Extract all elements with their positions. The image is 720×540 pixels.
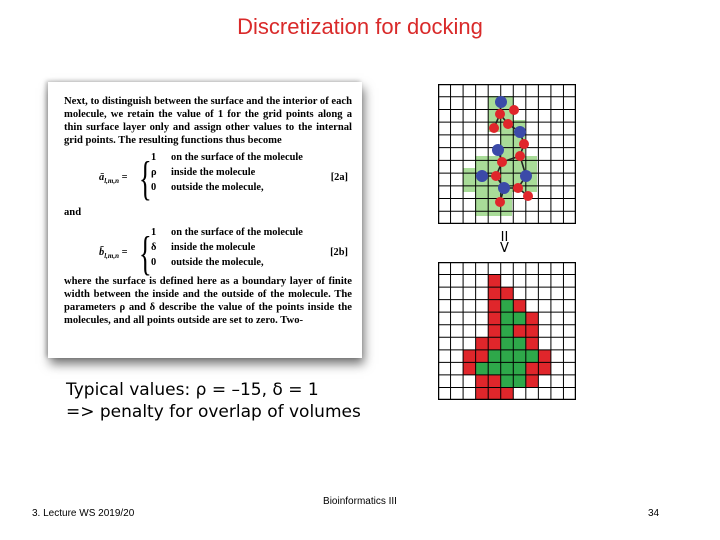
surface-cell bbox=[526, 312, 539, 325]
lhs-equals: = bbox=[121, 172, 128, 183]
equation-tag: [2b] bbox=[330, 247, 348, 258]
surface-cell bbox=[488, 287, 501, 300]
surface-cell bbox=[488, 337, 501, 350]
surface-cell bbox=[463, 350, 476, 363]
surface-cell bbox=[538, 350, 551, 363]
lhs-subscript: l,m,n bbox=[104, 177, 119, 186]
case-row bbox=[151, 227, 303, 238]
interior-cell bbox=[513, 362, 526, 375]
case-row bbox=[151, 152, 303, 163]
case-value: ρ bbox=[151, 167, 157, 178]
surface-cell bbox=[476, 375, 489, 388]
case-text: on the surface of the molecule bbox=[171, 152, 303, 163]
penalty-line: => penalty for overlap of volumes bbox=[66, 402, 361, 422]
interior-cell bbox=[501, 337, 514, 350]
surface-cell bbox=[501, 387, 514, 400]
equation-lhs bbox=[99, 172, 128, 185]
case-value: 1 bbox=[151, 152, 157, 163]
interior-cell bbox=[501, 362, 514, 375]
paper-paragraph-2: where the surface is defined here as a boundary layer of finite width between the inside and the outside of the molecule. The parameters ρ and δ describe the value of the points inside the molecules, and all points outside are set to zero. Two- bbox=[64, 276, 352, 326]
interior-cell bbox=[501, 300, 514, 313]
paper-paragraph-1: Next, to distinguish between the surface and the interior of each molecule, we retain the value of 1 for the grid points along a thin surface layer only and assign other values to the internal grid points. The resulting functions thus become bbox=[64, 96, 352, 146]
slide-title: Discretization for docking bbox=[237, 14, 483, 39]
equation-2a bbox=[64, 152, 352, 212]
surface-cell bbox=[463, 362, 476, 375]
case-row bbox=[151, 242, 255, 253]
surface-cell bbox=[501, 287, 514, 300]
surface-cell bbox=[488, 325, 501, 338]
case-text: outside the molecule, bbox=[171, 257, 264, 268]
case-row bbox=[151, 167, 255, 178]
arrow-head: V bbox=[500, 241, 509, 256]
interior-cell bbox=[476, 362, 489, 375]
and-word: and bbox=[64, 207, 82, 218]
paper-excerpt bbox=[48, 82, 362, 358]
surface-cell bbox=[488, 312, 501, 325]
molecule-grid-diagram bbox=[438, 84, 576, 224]
equivalence-arrow bbox=[500, 232, 509, 254]
surface-cell bbox=[488, 375, 501, 388]
discretized-grid-diagram bbox=[438, 262, 576, 400]
surface-cell bbox=[513, 325, 526, 338]
surface-cell bbox=[526, 362, 539, 375]
equation-lhs bbox=[99, 247, 128, 260]
brace-glyph: { bbox=[139, 227, 152, 280]
lhs-subscript: l,m,n bbox=[104, 252, 119, 261]
lhs-symbol: ā bbox=[99, 172, 105, 183]
case-row bbox=[151, 257, 264, 268]
surface-cell bbox=[526, 375, 539, 388]
interior-cell bbox=[513, 375, 526, 388]
interior-cell bbox=[513, 350, 526, 363]
case-text: inside the molecule bbox=[171, 242, 256, 253]
interior-cell bbox=[488, 362, 501, 375]
footer-page-number: 34 bbox=[648, 508, 660, 519]
typical-values-note bbox=[66, 379, 361, 423]
surface-cell bbox=[476, 337, 489, 350]
surface-cell bbox=[488, 387, 501, 400]
surface-cell bbox=[476, 350, 489, 363]
lhs-symbol: b̄ bbox=[99, 247, 105, 258]
case-value: 0 bbox=[151, 182, 157, 193]
interior-cell bbox=[513, 312, 526, 325]
brace-glyph: { bbox=[139, 152, 152, 205]
case-value: δ bbox=[151, 242, 157, 253]
case-text: on the surface of the molecule bbox=[171, 227, 303, 238]
surface-cell bbox=[526, 325, 539, 338]
footer-lecture: 3. Lecture WS 2019/20 bbox=[32, 508, 135, 519]
surface-cell bbox=[476, 387, 489, 400]
surface-cell bbox=[513, 300, 526, 313]
interior-cell bbox=[513, 337, 526, 350]
interior-cell bbox=[501, 312, 514, 325]
surface-cell bbox=[488, 300, 501, 313]
typical-values-line: Typical values: ρ = –15, δ = 1 bbox=[66, 380, 319, 400]
arrow-shaft: II bbox=[500, 230, 509, 245]
interior-cell bbox=[501, 325, 514, 338]
case-text: inside the molecule bbox=[171, 167, 256, 178]
interior-cell bbox=[501, 375, 514, 388]
surface-cell bbox=[538, 362, 551, 375]
equation-tag: [2a] bbox=[330, 172, 348, 183]
case-value: 1 bbox=[151, 227, 157, 238]
case-value: 0 bbox=[151, 257, 157, 268]
surface-cell bbox=[526, 337, 539, 350]
interior-cell bbox=[488, 350, 501, 363]
interior-cell bbox=[501, 350, 514, 363]
case-text: outside the molecule, bbox=[171, 182, 264, 193]
surface-cell bbox=[488, 275, 501, 288]
interior-cell bbox=[526, 350, 539, 363]
lhs-equals: = bbox=[121, 247, 128, 258]
footer-course: Bioinformatics III bbox=[323, 496, 397, 507]
case-row bbox=[151, 182, 264, 193]
